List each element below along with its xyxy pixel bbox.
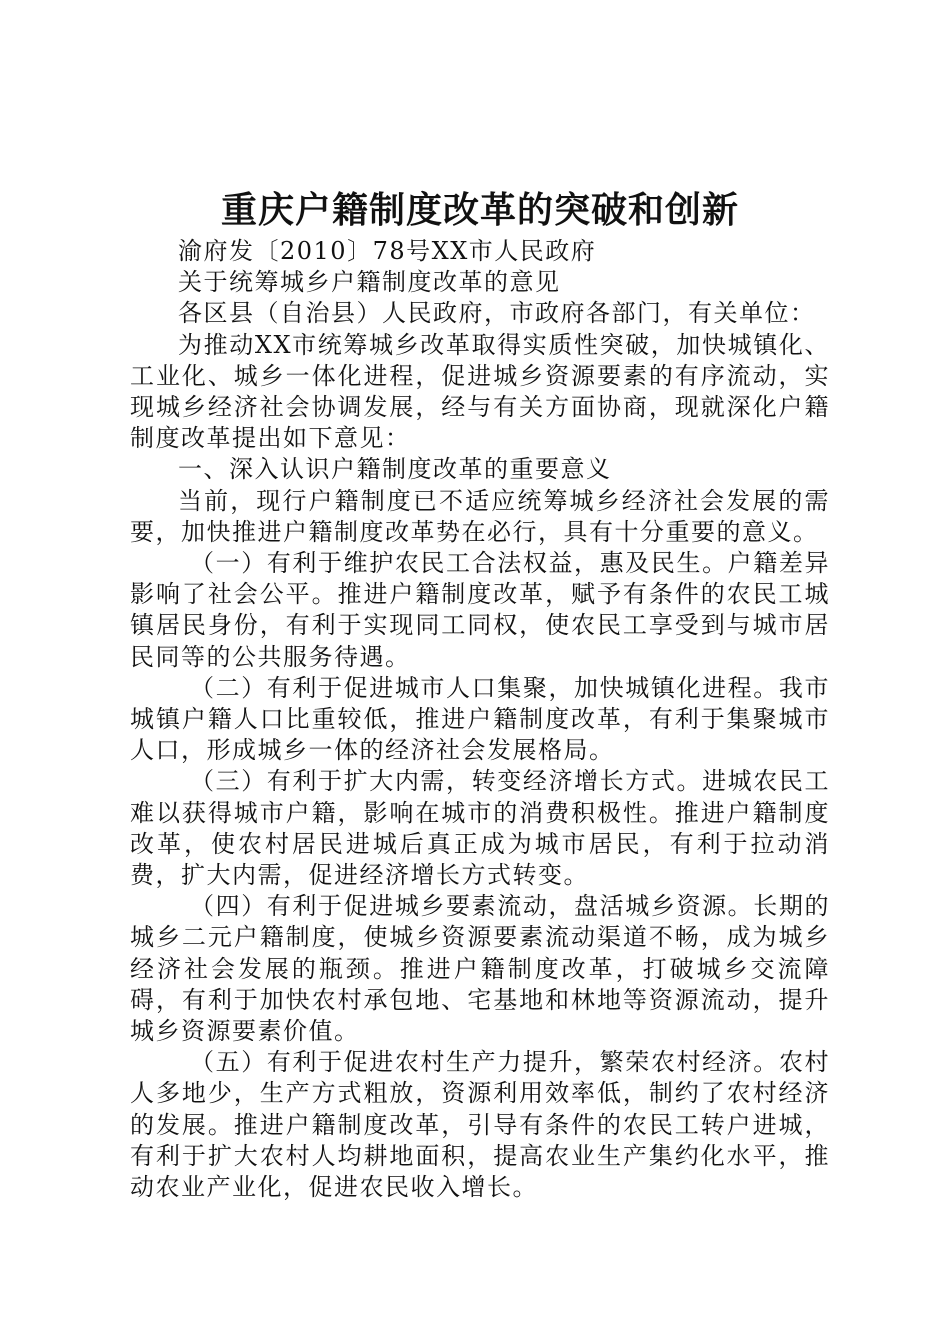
section-heading: 一、深入认识户籍制度改革的重要意义 [178, 455, 612, 484]
document-title: 重庆户籍制度改革的突破和创新 [220, 189, 739, 231]
section-intro-paragraph: 当前，现行户籍制度已不适应统筹城乡经济社会发展的需要，加快推进户籍制度改革势在必行，具有十分重要的意义。 [130, 486, 830, 546]
intro-paragraph: 为推动XX市统筹城乡改革取得实质性突破，加快城镇化、工业化、城乡一体化进程，促进城乡资源要素的有序流动，实现城乡经济社会协调发展，经与有关方面协商，现就深化户籍制度改革提出如下意见： [130, 330, 830, 453]
point-paragraph: （二）有利于促进城市人口集聚，加快城镇化进程。我市城镇户籍人口比重较低，推进户籍制度改革，有利于集聚城市人口，形成城乡一体的经济社会发展格局。 [130, 673, 830, 765]
point-paragraph: （三）有利于扩大内需，转变经济增长方式。进城农民工难以获得城市户籍，影响在城市的消费积极性。推进户籍制度改革，使农村居民进城后真正成为城市居民，有利于拉动消费，扩大内需，促进经济增长方式转变。 [130, 767, 830, 890]
point-paragraph: （一）有利于维护农民工合法权益，惠及民生。户籍差异影响了社会公平。推进户籍制度改革，赋予有条件的农民工城镇居民身份，有利于实现同工同权，使农民工享受到与城市居民同等的公共服务待遇。 [130, 549, 830, 671]
point-paragraph: （五）有利于促进农村生产力提升，繁荣农村经济。农村人多地少，生产方式粗放，资源利用效率低，制约了农村经济的发展。推进户籍制度改革，引导有条件的农民工转户进城，有利于扩大农村人均耕地面积，提高农业生产集约化水平，推动农业产业化，促进农民收入增长。 [130, 1048, 830, 1202]
document-body [130, 236, 830, 1203]
point-paragraph: （四）有利于促进城乡要素流动，盘活城乡资源。长期的城乡二元户籍制度，使城乡资源要素流动渠道不畅，成为城乡经济社会发展的瓶颈。推进户籍制度改革，打破城乡交流障碍，有利于加快农村承包地、宅基地和林地等资源流动，提升城乡资源要素价值。 [130, 892, 830, 1046]
document-number-line: 渝府发〔2010〕78号XX市人民政府 [178, 237, 597, 265]
document-subtitle-line: 关于统筹城乡户籍制度改革的意见 [178, 268, 561, 297]
addressee-line: 各区县（自治县）人民政府，市政府各部门，有关单位： [178, 299, 816, 328]
